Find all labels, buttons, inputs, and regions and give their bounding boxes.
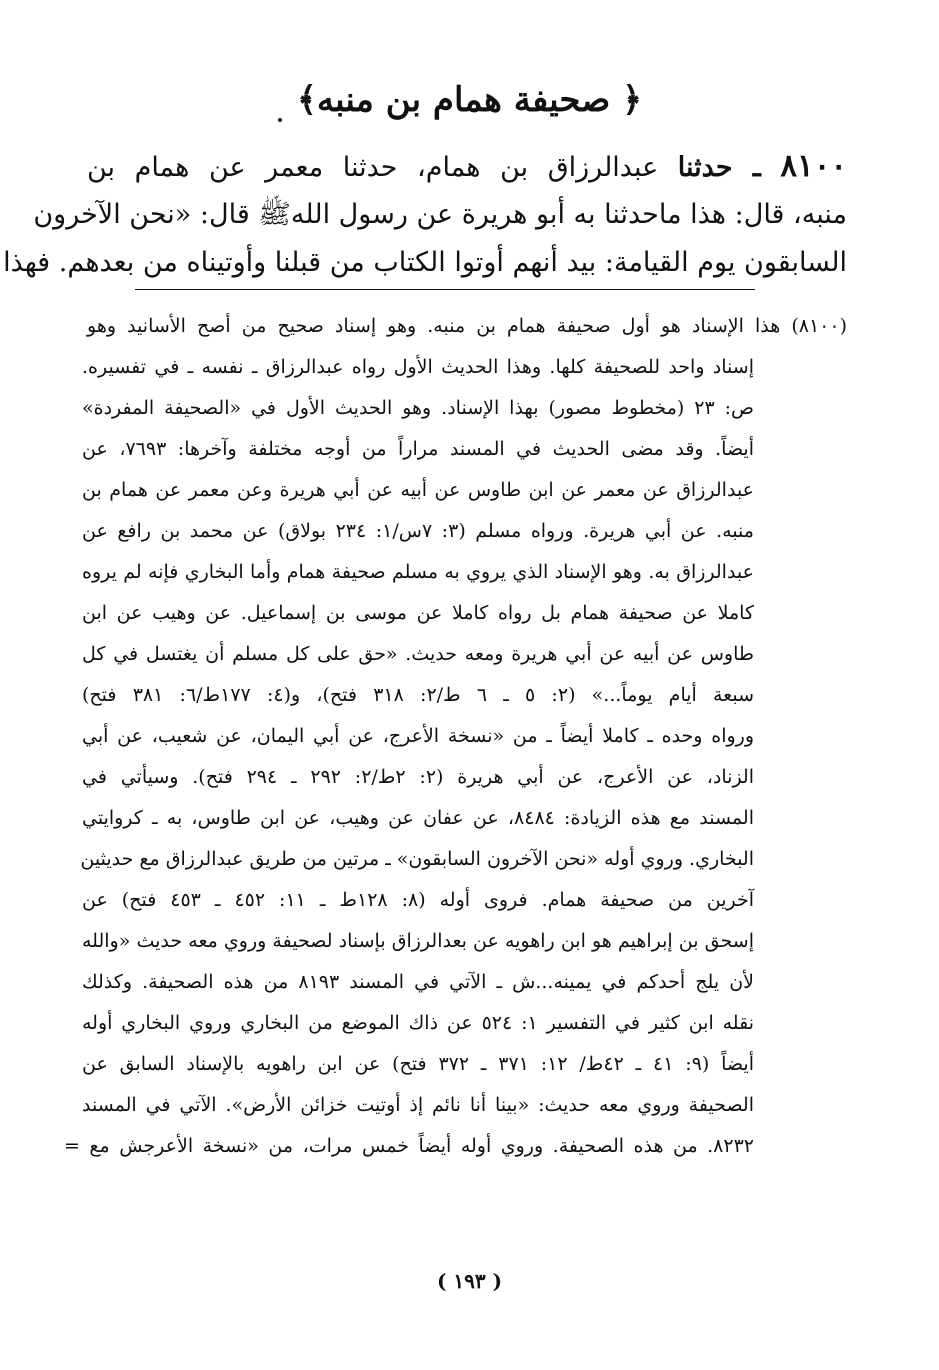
footnote-line: كاملا عن صحيفة همام بل رواه كاملا عن موسى بن إسماعيل. عن وهيب عن ابن: [82, 602, 754, 624]
footnote-line: نقله ابن كثير في التفسير ١: ٥٢٤ عن ذاك الموضع من البخاري وروي البخاري أوله: [82, 1012, 754, 1034]
hadith-line-1: [87, 146, 847, 188]
hadith-lead: ـ حدثنا: [677, 152, 761, 183]
footnote-line: البخاري. وروي أوله «نحن الآخرون السابقون» ـ مرتين من طريق عبدالرزاق مع حديثين: [80, 848, 754, 870]
footnote-line: (٨١٠٠) هذا الإسناد هو أول صحيفة همام بن منبه. وهو إسناد صحيح من أصح الأسانيد وهو: [87, 315, 847, 337]
footnote-line: طاوس عن أبيه عن أبي هريرة ومعه حديث. «حق على كل مسلم أن يغتسل في كل: [82, 643, 754, 665]
footnote-line: آخرين من صحيفة همام. فروى أوله (٨: ١٢٨ط ـ ١١: ٤٥٢ ـ ٤٥٣ فتح) عن: [82, 889, 754, 911]
footnote-line: عبدالرزاق عن معمر عن ابن طاوس عن أبيه عن أبي هريرة وعن معمر عن همام بن: [82, 479, 754, 501]
footnote-line: الزناد، عن الأعرج، عن أبي هريرة (٢: ٢ط/٢: ٢٩٢ ـ ٢٩٤ فتح). وسيأتي في: [82, 766, 754, 788]
hadith-line-3: السابقون يوم القيامة: بيد أنهم أوتوا الكتاب من قبلنا وأوتيناه من بعدهم. فهذا: [3, 247, 847, 278]
footnote-line: الصحيفة وروي معه حديث: «بينا أنا نائم إذ أوتيت خزائن الأرض». الآتي في المسند: [82, 1094, 754, 1116]
hadith-line-2: منبه، قال: هذا ماحدثنا به أبو هريرة عن رسول اللهﷺ قال: «نحن الآخرون: [33, 199, 847, 230]
footnote-line: إسناد واحد للصحيفة كلها. وهذا الحديث الأول رواه عبدالرزاق ـ نفسه ـ في تفسيره.: [82, 356, 754, 378]
footnote-line: سبعة أيام يوماً...» (٢: ٥ ـ ٦ ط/٢: ٣١٨ فتح)، و(٤: ١٧٧ط/٦: ٣٨١ فتح): [82, 684, 754, 706]
footnote-line: أيضاً (٩: ٤١ ـ ٤٢ط/ ١٢: ٣٧١ ـ ٣٧٢ فتح) عن ابن راهويه بالإسناد السابق عن: [82, 1053, 754, 1075]
footnote-separator: [135, 289, 755, 290]
hadith-line-1-text: عبدالرزاق بن همام، حدثنا معمر عن همام بن: [87, 152, 659, 183]
page-title: ﴿ صحيفة همام بن منبه﴾: [297, 80, 642, 120]
hadith-number: ٨١٠٠: [780, 148, 847, 184]
footnote-line: إسحق بن إبراهيم هو ابن راهويه عن بعدالرزاق بإسناد لصحيفة وروي معه حديث «والله: [82, 930, 754, 952]
footnote-line: منبه. عن أبي هريرة. ورواه مسلم (٣: ٧س/١: ٢٣٤ بولاق) عن محمد بن رافع عن: [82, 520, 754, 542]
ink-dot: [278, 118, 282, 122]
footnote-line: ورواه وحده ـ كاملا أيضاً ـ من «نسخة الأعرج، عن أبي اليمان، عن شعيب، عن أبي: [82, 725, 754, 747]
footnote-line: المسند مع هذه الزيادة: ٨٤٨٤، عن عفان عن وهيب، عن ابن طاوس، به ـ كروايتي: [82, 807, 754, 829]
page-number: ( ١٩٣ ): [436, 1269, 503, 1293]
footnote-line: عبدالرزاق به. وهو الإسناد الذي يروي به مسلم صحيفة همام وأما البخاري فإنه لم يروه: [82, 561, 754, 583]
footnote-line: أيضاً. وقد مضى الحديث في المسند مراراً من أوجه مختلفة وآخرها: ٧٦٩٣، عن: [82, 438, 754, 460]
footnote-line: ٨٢٣٢. من هذه الصحيفة. وروي أوله أيضاً خمس مرات، من «نسخة الأعرجش مع =: [64, 1135, 754, 1157]
footnote-line: لأن يلج أحدكم في يمينه...ش ـ الآتي في المسند ٨١٩٣ من هذه الصحيفة. وكذلك: [82, 971, 755, 993]
footnote-line: ص: ٢٣ (مخطوط مصور) بهذا الإسناد. وهو الحديث الأول في «الصحيفة المفردة»: [82, 397, 755, 419]
